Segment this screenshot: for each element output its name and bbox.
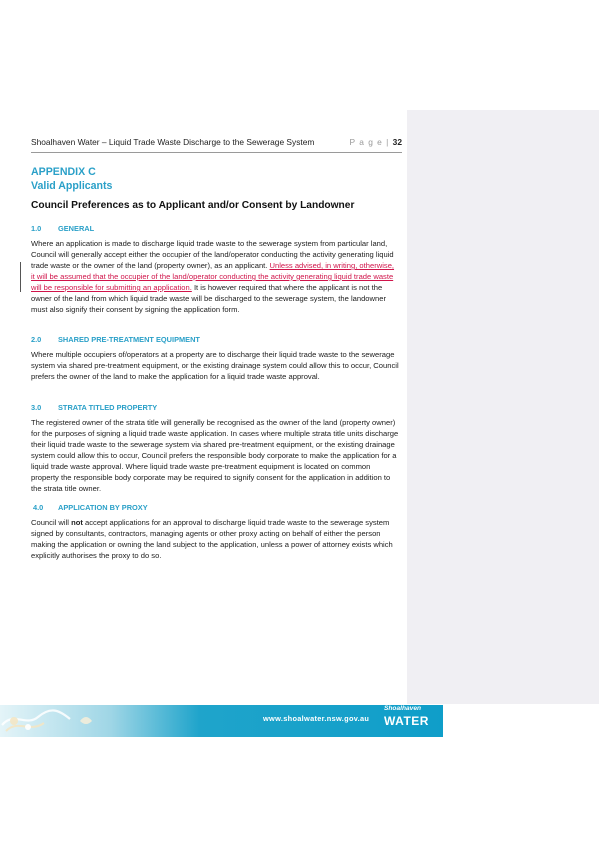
section-heading-shared-pretreatment (31, 335, 200, 344)
page-number: 32 (392, 137, 402, 147)
section-body-strata: The registered owner of the strata title will generally be recognised as the owner of the land (property owner) for the purposes of signing a liquid trade waste application. In cases where multiple strata title units discharge their liquid trade waste to the sewerage system via shared pre-treatment equipment, or the existing drainage system could allow this to occur, Council prefers the responsible body corporate to make the application for a liquid trade waste approval. Where liquid trade waste pre-treatment equipment is located on common property the responsible body corporate may be required to signify consent for the application in addition to the strata title owner. (31, 418, 399, 493)
section-title: STRATA TITLED PROPERTY (58, 403, 158, 412)
section-number: 3.0 (31, 403, 42, 412)
emphasis-text: not (71, 518, 83, 527)
comment-pane (407, 110, 599, 704)
logo-wordmark-top: Shoalhaven (384, 705, 422, 712)
section-body-proxy (31, 517, 399, 561)
section-title: GENERAL (58, 224, 95, 233)
section-heading-proxy (33, 503, 148, 512)
page-footer (0, 697, 443, 737)
page-header (31, 137, 402, 151)
section-title: SHARED PRE-TREATMENT EQUIPMENT (58, 335, 200, 344)
page-prefix: P a g e | (349, 137, 393, 147)
footer-url: www.shoalwater.nsw.gov.au (263, 714, 370, 723)
body-text: It is however required that where the applicant is not the owner of the land from which liquid trade waste will be discharged to the sewerage system, the landowner must also signify their consent by signing the application form. (31, 283, 386, 314)
header-divider (31, 152, 402, 153)
shell-decoration-icon (0, 697, 120, 737)
revised-text: Unless advised, in writing, otherwise, it will be assumed that the occupier of the land/operator conducting the activity generating liquid trade waste will be responsible for submitting an application. (31, 261, 395, 292)
body-text: accept applications for an approval to discharge liquid trade waste to the sewerage system signed by consultants, contractors, managing agents or other proxy acting on behalf of either the person making the application or owning the land subject to the application, unless a power of attorney exists which explicitly authorises the proxy to do so. (31, 518, 393, 560)
section-body-shared-pretreatment: Where multiple occupiers of/operators at a property are to discharge their liquid trade waste to the sewerage system via shared pre-treatment equipment, or the existing drainage system could allow this to occur, Council prefers the owner of the land to make the application for a liquid trade waste approval. (31, 350, 399, 381)
appendix-heading (31, 165, 112, 193)
logo-wordmark-main: WATER (384, 714, 429, 728)
section-title: APPLICATION BY PROXY (58, 503, 148, 512)
main-heading: Council Preferences as to Applicant and/or Consent by Landowner (31, 200, 355, 211)
page-number-label (349, 137, 402, 147)
body-text: Where an application is made to discharge liquid trade waste to the sewerage system from particular land, Council will generally accept either the occupier of the land/operator conducting the activity generating liquid trade waste or the owner of the land (property owner), as an applicant. (31, 239, 394, 270)
section-number: 2.0 (31, 335, 42, 344)
section-number: 4.0 (33, 503, 44, 512)
section-heading-strata (31, 403, 157, 412)
section-body-general (31, 238, 399, 315)
appendix-label: APPENDIX C (31, 166, 96, 178)
section-number: 1.0 (31, 224, 42, 233)
section-heading-general (31, 224, 94, 233)
body-text: Council will (31, 518, 72, 527)
revision-change-bar (20, 262, 21, 292)
header-title: Shoalhaven Water – Liquid Trade Waste Discharge to the Sewerage System (31, 137, 315, 147)
appendix-title: Valid Applicants (31, 180, 113, 192)
